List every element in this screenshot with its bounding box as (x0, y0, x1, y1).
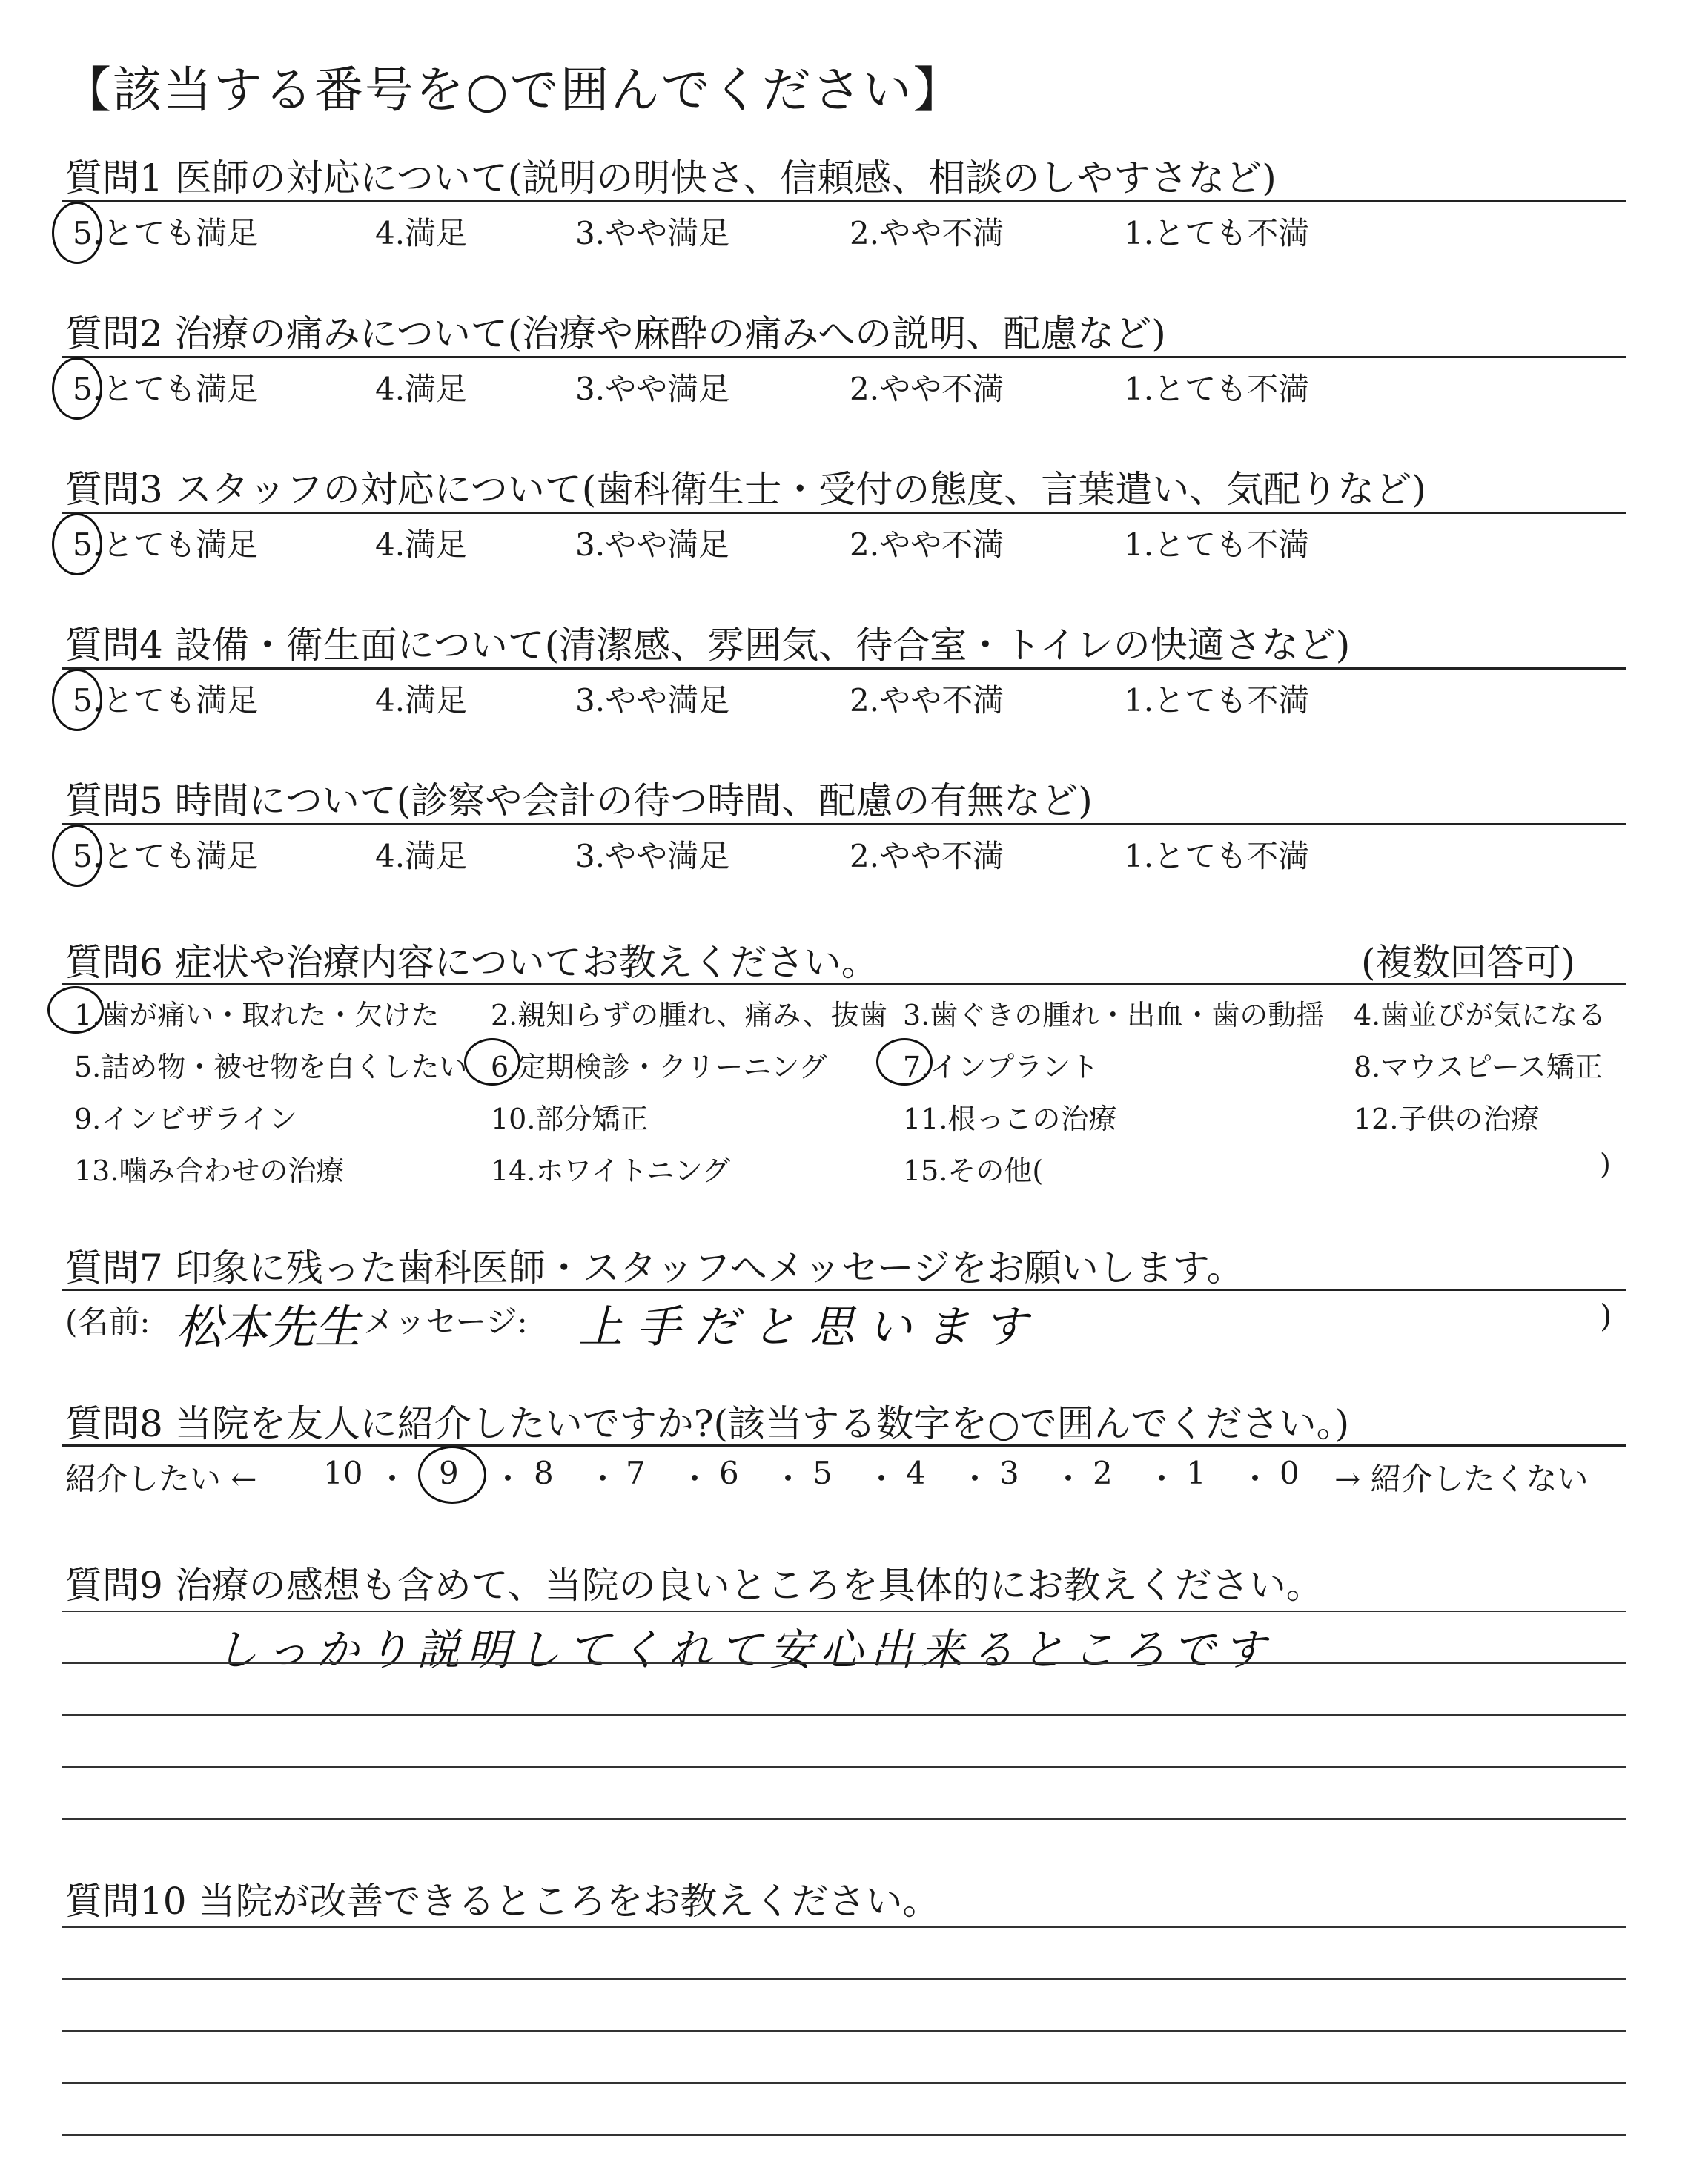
q8-scale-4[interactable]: 4 (906, 1455, 926, 1491)
q6-note: (複数回答可) (1361, 941, 1576, 984)
question-2-rule (62, 356, 1626, 358)
question-3-label: 質問3 スタッフの対応について(歯科衛生士・受付の態度、言葉遣い、気配りなど) (65, 468, 1426, 511)
q10-label: 質問10 当院が改善できるところをお教えください。 (65, 1880, 940, 1923)
question-5-option-5[interactable]: 5.とても満足 (73, 838, 259, 874)
question-4-option-1[interactable]: 1.とても不満 (1124, 682, 1310, 719)
q8-scale-0[interactable]: 0 (1280, 1455, 1300, 1491)
q6-selected-mark-6 (464, 1038, 520, 1086)
question-1-option-2[interactable]: 2.やや不満 (850, 215, 1004, 251)
question-5-label: 質問5 時間について(診察や会計の待つ時間、配慮の有無など) (65, 779, 1093, 822)
q9-label: 質問9 治療の感想も含めて、当院の良いところを具体的にお教えください。 (65, 1564, 1323, 1607)
q8-selected-mark (418, 1446, 486, 1504)
question-3-selected-mark (52, 513, 102, 575)
question-2-option-4[interactable]: 4.満足 (375, 371, 468, 407)
q6-option-13[interactable]: 13.噛み合わせの治療 (74, 1155, 345, 1187)
q6-option-1[interactable]: 1.歯が痛い・取れた・欠けた (74, 999, 440, 1031)
question-3-option-5[interactable]: 5.とても満足 (73, 526, 259, 563)
question-3-option-3[interactable]: 3.やや満足 (575, 526, 730, 563)
q6-option-12[interactable]: 12.子供の治療 (1354, 1103, 1540, 1135)
q10-line-1 (62, 1926, 1626, 1928)
q10-line-5 (62, 2134, 1626, 2136)
question-4-label: 質問4 設備・衛生面について(清潔感、雰囲気、待合室・トイレの快適さなど) (65, 624, 1351, 667)
q6-selected-mark-1 (47, 986, 104, 1034)
question-5-rule (62, 823, 1626, 825)
question-2-option-1[interactable]: 1.とても不満 (1124, 371, 1310, 407)
q8-label: 質問8 当院を友人に紹介したいですか?(該当する数字を○で囲んでください。) (65, 1402, 1350, 1445)
question-1-option-4[interactable]: 4.満足 (375, 215, 468, 251)
q8-scale-8[interactable]: 8 (534, 1455, 554, 1491)
q9-line-5 (62, 1818, 1626, 1820)
question-5-option-4[interactable]: 4.満足 (375, 838, 468, 874)
q6-option-3[interactable]: 3.歯ぐきの腫れ・出血・歯の動揺 (903, 999, 1325, 1031)
q6-option-4[interactable]: 4.歯並びが気になる (1354, 999, 1606, 1031)
question-2-option-2[interactable]: 2.やや不満 (850, 371, 1004, 407)
q6-option-15[interactable]: 15.その他( (903, 1155, 1044, 1187)
q6-option-14[interactable]: 14.ホワイトニング (491, 1155, 731, 1187)
q8-dot-8: ・ (587, 1461, 619, 1497)
question-1-option-3[interactable]: 3.やや満足 (575, 215, 730, 251)
q8-dot-6: ・ (772, 1461, 804, 1497)
q8-dot-2: ・ (1146, 1461, 1178, 1497)
q8-dot-10: ・ (377, 1461, 408, 1497)
q8-dot-5: ・ (866, 1461, 898, 1497)
q10-line-2 (62, 1978, 1626, 1980)
q8-dot-1: ・ (1239, 1461, 1271, 1497)
q9-answer[interactable]: しっかり説明してくれて安心出来るところです (215, 1625, 1274, 1675)
question-3-option-4[interactable]: 4.満足 (375, 526, 468, 563)
question-1-rule (62, 200, 1626, 202)
question-4-option-5[interactable]: 5.とても満足 (73, 682, 259, 719)
q7-message-value[interactable]: 上手だと思います (578, 1301, 1041, 1353)
question-2-option-3[interactable]: 3.やや満足 (575, 371, 730, 407)
question-5-selected-mark (52, 825, 102, 887)
question-3-option-1[interactable]: 1.とても不満 (1124, 526, 1310, 563)
q8-dot-3: ・ (1053, 1461, 1085, 1497)
question-1-selected-mark (52, 202, 102, 264)
q8-left-label: 紹介したい ← (65, 1461, 257, 1497)
q8-scale-1[interactable]: 1 (1186, 1455, 1206, 1491)
q9-line-2 (62, 1662, 1626, 1664)
q8-scale-7[interactable]: 7 (626, 1455, 646, 1491)
form-title: 【該当する番号を○で囲んでください】 (62, 62, 964, 119)
question-1-option-1[interactable]: 1.とても不満 (1124, 215, 1310, 251)
question-4-rule (62, 667, 1626, 670)
q7-name-value[interactable]: 松本先生 (176, 1300, 361, 1354)
question-2-label: 質問2 治療の痛みについて(治療や麻酔の痛みへの説明、配慮など) (65, 312, 1166, 355)
question-4-option-2[interactable]: 2.やや不満 (850, 682, 1004, 719)
q8-scale-9[interactable]: 9 (439, 1455, 459, 1491)
q8-dot-7: ・ (679, 1461, 711, 1497)
q6-option-16[interactable]: ) (1600, 1148, 1611, 1180)
q8-scale-3[interactable]: 3 (999, 1455, 1019, 1491)
question-1-label: 質問1 医師の対応について(説明の明快さ、信頼感、相談のしやすさなど) (65, 156, 1277, 199)
q6-option-11[interactable]: 11.根っこの治療 (903, 1103, 1117, 1135)
q6-option-9[interactable]: 9.インビザライン (74, 1103, 298, 1135)
q8-dot-9: ・ (492, 1461, 524, 1497)
q10-line-4 (62, 2082, 1626, 2084)
q8-scale-6[interactable]: 6 (719, 1455, 739, 1491)
question-4-option-3[interactable]: 3.やや満足 (575, 682, 730, 719)
q6-option-6[interactable]: 6.定期検診・クリーニング (491, 1051, 827, 1083)
question-2-selected-mark (52, 357, 102, 420)
question-5-option-1[interactable]: 1.とても不満 (1124, 838, 1310, 874)
question-3-option-2[interactable]: 2.やや不満 (850, 526, 1004, 563)
q8-scale-2[interactable]: 2 (1093, 1455, 1113, 1491)
q7-label: 質問7 印象に残った歯科医師・スタッフへメッセージをお願いします。 (65, 1246, 1244, 1289)
q7-close-paren: ) (1600, 1298, 1612, 1334)
q8-right-label: → 紹介したくない (1334, 1461, 1589, 1497)
q6-option-7[interactable]: 7.インプラント (903, 1051, 1099, 1083)
q7-name-label: (名前: (65, 1304, 150, 1340)
q8-dot-4: ・ (959, 1461, 991, 1497)
question-3-rule (62, 512, 1626, 514)
q9-line-1 (62, 1611, 1626, 1612)
q6-option-2[interactable]: 2.親知らずの腫れ、痛み、抜歯 (491, 999, 887, 1031)
question-4-selected-mark (52, 669, 102, 731)
question-5-option-3[interactable]: 3.やや満足 (575, 838, 730, 874)
question-1-option-5[interactable]: 5.とても満足 (73, 215, 259, 251)
q8-scale-5[interactable]: 5 (812, 1455, 833, 1491)
question-4-option-4[interactable]: 4.満足 (375, 682, 468, 719)
q6-label: 質問6 症状や治療内容についてお教えください。 (65, 941, 878, 984)
q6-option-5[interactable]: 5.詰め物・被せ物を白くしたい (74, 1051, 468, 1083)
q6-rule (62, 983, 1626, 985)
q6-option-10[interactable]: 10.部分矯正 (491, 1103, 649, 1135)
question-5-option-2[interactable]: 2.やや不満 (850, 838, 1004, 874)
q10-line-3 (62, 2030, 1626, 2032)
q9-line-4 (62, 1766, 1626, 1768)
q6-option-8[interactable]: 8.マウスピース矯正 (1354, 1051, 1603, 1083)
q6-selected-mark-7 (876, 1038, 933, 1086)
q7-message-label: メッセージ: (363, 1304, 528, 1340)
q8-rule (62, 1444, 1626, 1447)
q8-scale-10[interactable]: 10 (323, 1455, 363, 1491)
question-2-option-5[interactable]: 5.とても満足 (73, 371, 259, 407)
q9-line-3 (62, 1714, 1626, 1716)
